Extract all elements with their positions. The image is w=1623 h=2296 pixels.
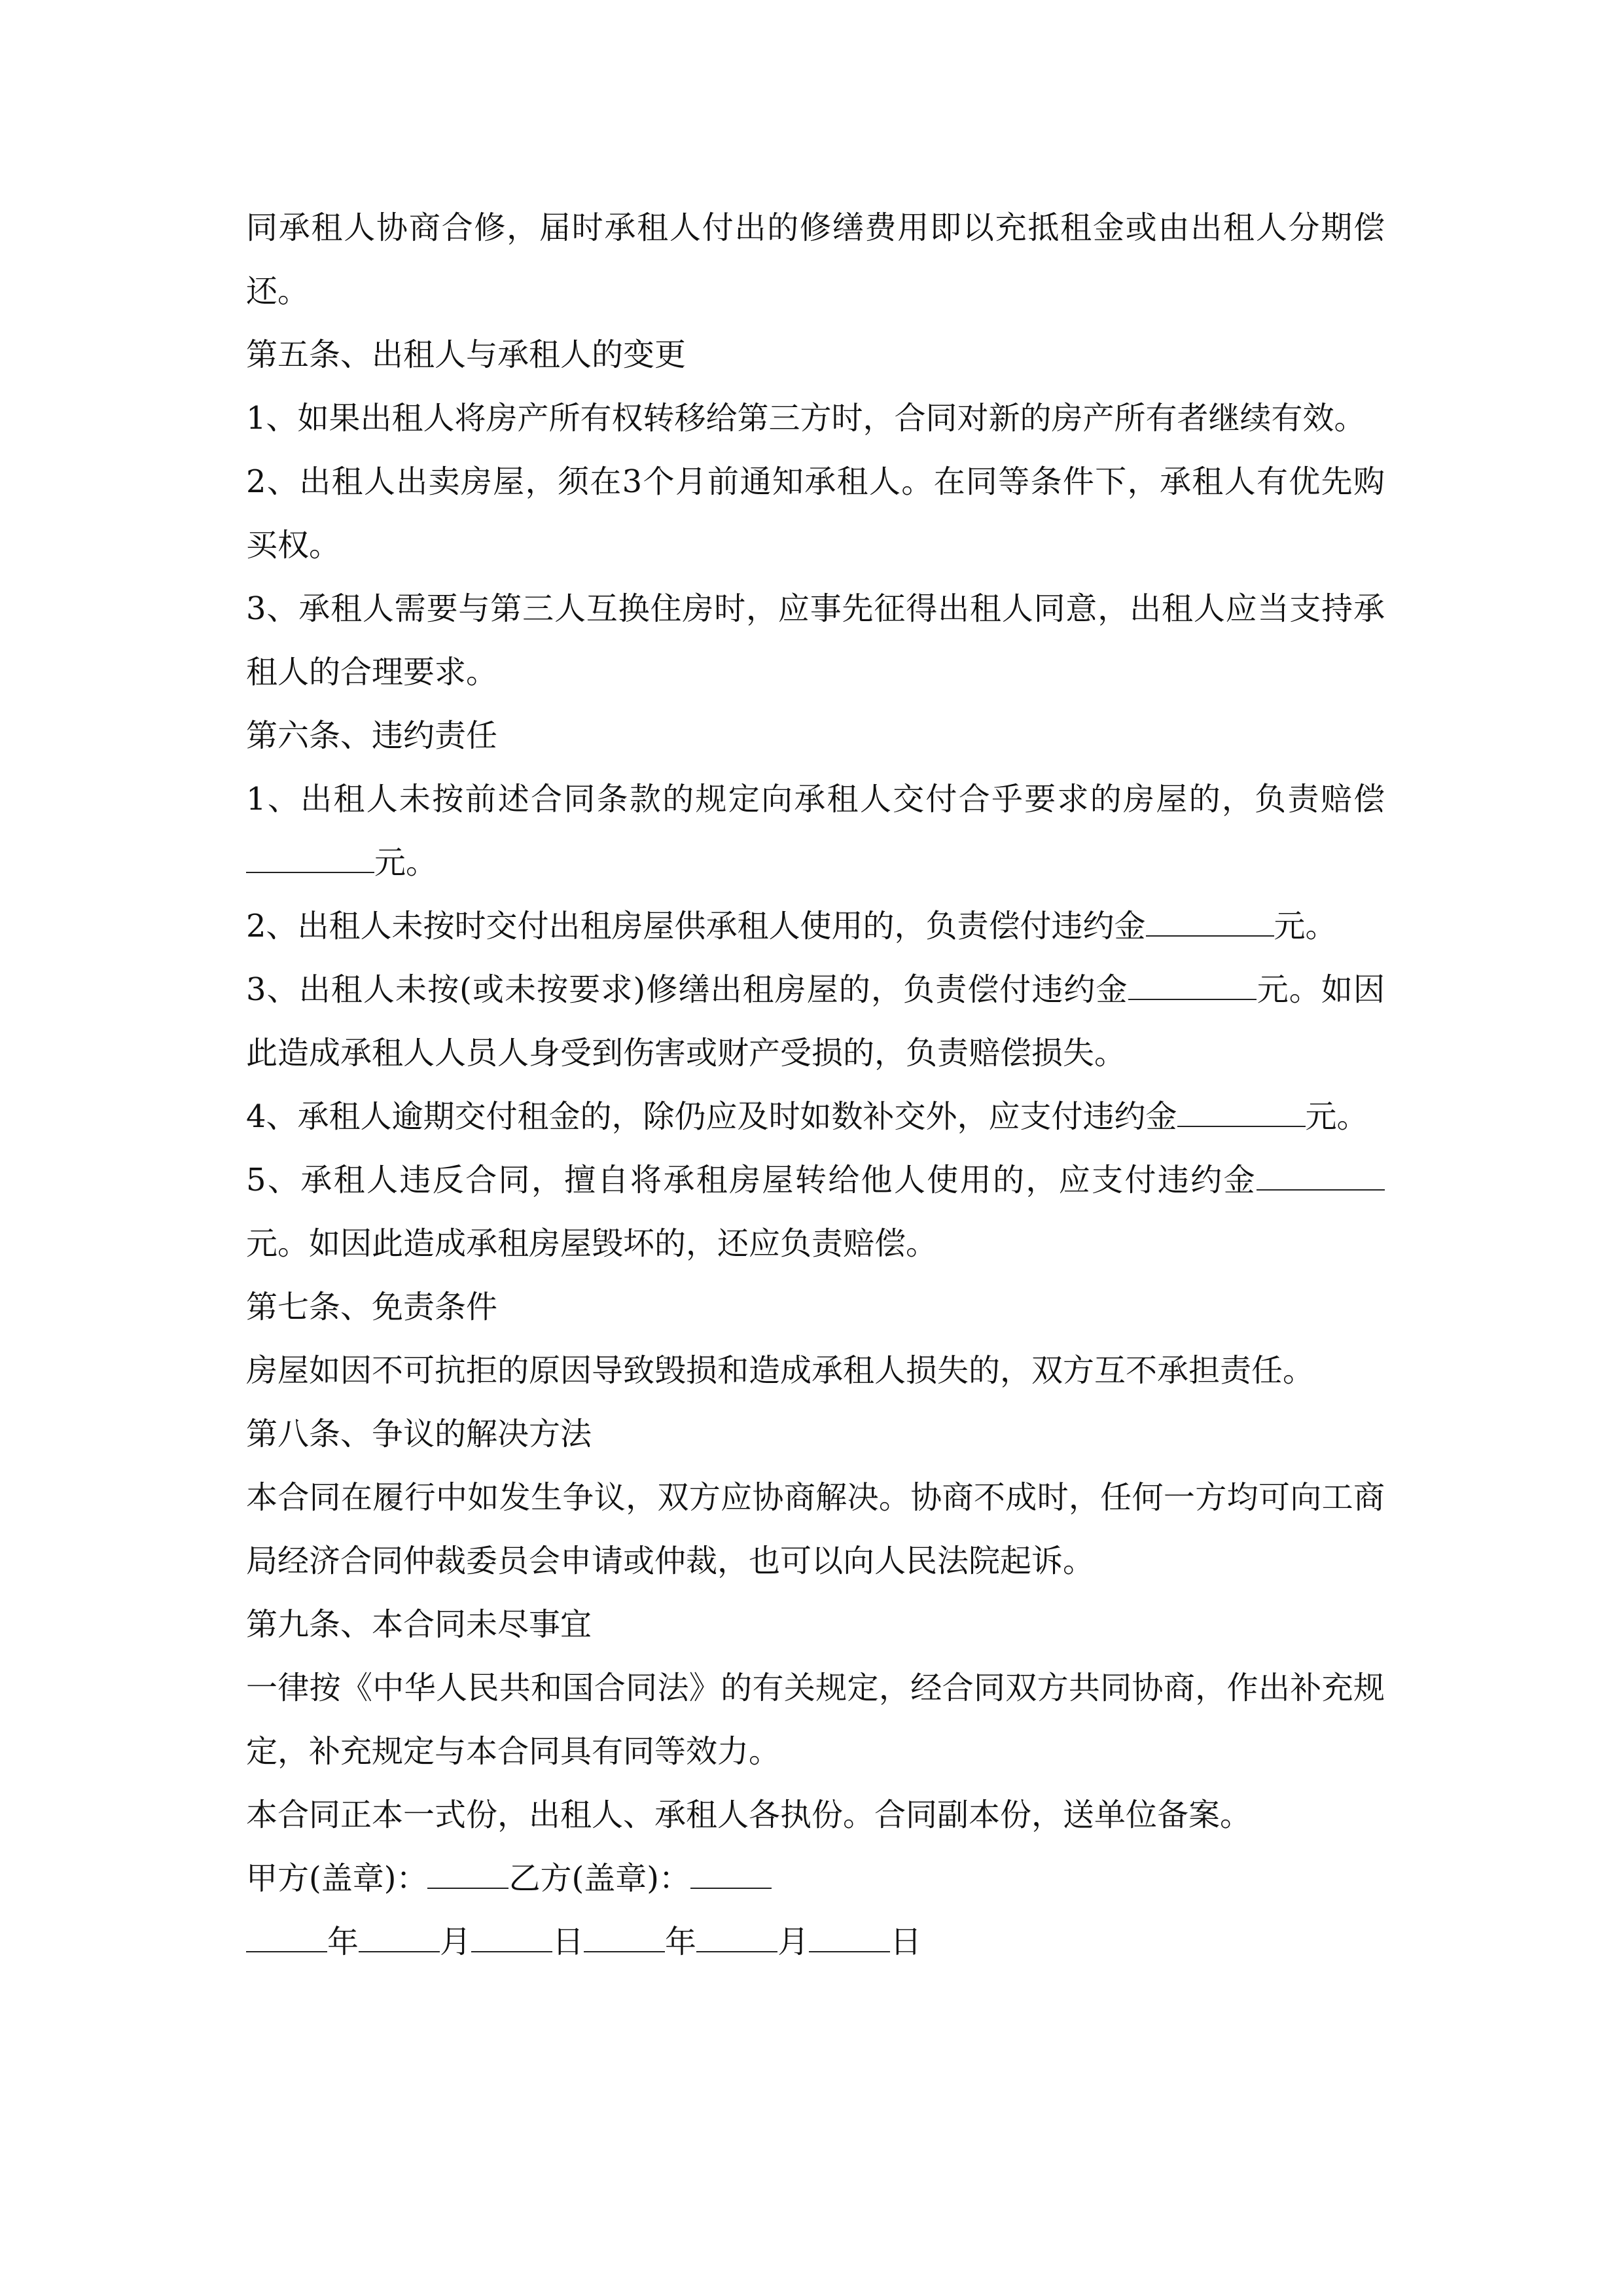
copies-statement: 本合同正本一式份，出租人、承租人各执份。合同副本份，送单位备案。 xyxy=(246,1797,1252,1833)
clause-6-3-text: 3、出租人未按(或未按要求)修缮出租房屋的，负责偿付违约金 xyxy=(246,971,1128,1008)
contract-text xyxy=(246,196,1385,1974)
clause-6-2-text: 2、出租人未按时交付出租房屋供承租人使用的，负责偿付违约金 xyxy=(246,908,1146,944)
party-a-label: 甲方(盖章)： xyxy=(246,1860,428,1897)
clause-6-2 xyxy=(246,895,1385,958)
clause-5-3: 3、承租人需要与第三人互换住房时，应事先征得出租人同意，出租人应当支持承租人的合理要求。 xyxy=(246,590,1385,691)
heading-article-9: 第九条、本合同未尽事宜 xyxy=(246,1606,592,1643)
clause-8: 本合同在履行中如发生争议，双方应协商解决。协商不成时，任何一方均可向工商局经济合同仲裁委员会申请或仲裁，也可以向人民法院起诉。 xyxy=(246,1479,1385,1579)
clause-6-4 xyxy=(246,1085,1385,1149)
year-blank xyxy=(584,1925,665,1952)
amount-blank xyxy=(1146,909,1274,937)
year-label: 年 xyxy=(327,1924,359,1960)
month-label: 月 xyxy=(440,1924,472,1960)
month-blank xyxy=(696,1925,777,1952)
clause-6-2-unit: 元。 xyxy=(1274,908,1337,944)
clause-7: 房屋如因不可抗拒的原因导致毁损和造成承租人损失的，双方互不承担责任。 xyxy=(246,1352,1315,1389)
year-blank xyxy=(246,1925,327,1952)
clause-6-5 xyxy=(246,1149,1385,1276)
heading-article-8: 第八条、争议的解决方法 xyxy=(246,1416,592,1452)
day-label: 日 xyxy=(890,1924,922,1960)
clause-6-1 xyxy=(246,768,1385,895)
clause-6-3-rest: 元。如因此造成承租人人员人身受到伤害或财产受损的，负责赔偿损失。 xyxy=(246,971,1385,1071)
amount-blank xyxy=(246,846,374,873)
clause-6-1-unit: 元。 xyxy=(374,844,438,881)
clause-6-4-text: 4、承租人逾期交付租金的，除仍应及时如数补交外，应支付违约金 xyxy=(246,1098,1177,1135)
party-signatures xyxy=(246,1847,1385,1910)
party-b-label: 乙方(盖章)： xyxy=(508,1860,690,1897)
amount-blank xyxy=(1128,973,1257,1000)
amount-blank xyxy=(1177,1100,1306,1127)
clause-6-3 xyxy=(246,958,1385,1085)
year-label: 年 xyxy=(665,1924,697,1960)
clause-9: 一律按《中华人民共和国合同法》的有关规定，经合同双方共同协商，作出补充规定，补充规定与本合同具有同等效力。 xyxy=(246,1670,1385,1770)
heading-article-6: 第六条、违约责任 xyxy=(246,717,498,754)
clause-6-4-unit: 元。 xyxy=(1305,1098,1368,1135)
clause-6-5-text: 5、承租人违反合同，擅自将承租房屋转给他人使用的，应支付违约金 xyxy=(246,1162,1257,1198)
heading-article-5: 第五条、出租人与承租人的变更 xyxy=(246,336,687,373)
clause-5-1: 1、如果出租人将房产所有权转移给第三方时，合同对新的房产所有者继续有效。 xyxy=(246,400,1366,437)
day-label: 日 xyxy=(552,1924,584,1960)
clause-6-1-text: 1、出租人未按前述合同条款的规定向承租人交付合乎要求的房屋的，负责赔偿 xyxy=(246,781,1385,817)
clause-6-5-rest: 元。如因此造成承租房屋毁坏的，还应负责赔偿。 xyxy=(246,1225,938,1262)
month-label: 月 xyxy=(777,1924,810,1960)
day-blank xyxy=(809,1925,890,1952)
party-b-blank xyxy=(690,1861,772,1889)
month-blank xyxy=(359,1925,440,1952)
party-a-blank xyxy=(427,1861,508,1889)
heading-article-7: 第七条、免责条件 xyxy=(246,1289,498,1325)
clause-5-2: 2、出租人出卖房屋，须在3个月前通知承租人。在同等条件下，承租人有优先购买权。 xyxy=(246,463,1385,564)
amount-blank xyxy=(1257,1163,1385,1191)
day-blank xyxy=(471,1925,552,1952)
signature-dates xyxy=(246,1910,1385,1974)
paragraph-repair-continuation: 同承租人协商合修，届时承租人付出的修缮费用即以充抵租金或由出租人分期偿还。 xyxy=(246,209,1385,310)
